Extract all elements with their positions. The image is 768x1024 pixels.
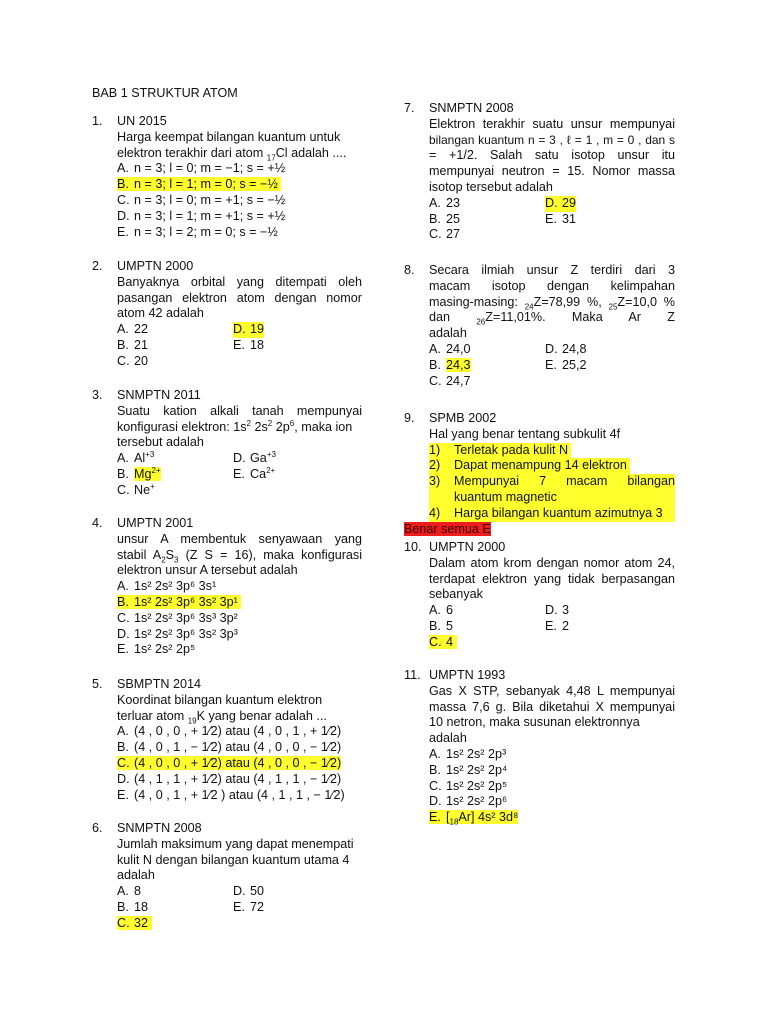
option-a[interactable]: A. 6 [429,603,454,618]
option-row [117,900,362,916]
option-b[interactable]: B. 24,3 [429,357,471,372]
question-8 [404,263,675,389]
option-b[interactable]: B. $Mg^{2+}$ [117,465,161,481]
option-e[interactable]: E. (4 , 0 , 1 , + 1⁄2 ) atau (4 , 1 , 1 , − 1⁄2) [117,787,345,802]
question-stem: Banyaknya orbital yang ditempati oleh pasangan elektron atom dengan nomor atom 42 adalah [117,274,362,321]
option-d[interactable]: D. n = 3; l = 1; m = +1; s = +½ [117,208,286,223]
option-a[interactable]: A. (4 , 0 , 0 , + 1⁄2) atau (4 , 0 , 1 , + 1⁄2) [117,724,342,739]
option-e[interactable]: E. n = 3; l = 2; m = 0; s = −½ [117,224,278,239]
option-e[interactable]: E. $[_{18}Ar]$ 4s² 3d⁸ [429,810,519,827]
option-b[interactable]: B. (4 , 0 , 1 , − 1⁄2) atau (4 , 0 , 0 , − 1⁄2) [117,740,342,755]
question-5 [92,677,362,803]
question-4 [92,516,362,658]
option-a[interactable]: A. 23 [429,195,461,210]
option-a[interactable]: A. 22 [117,322,149,337]
option-a[interactable]: A. 24,0 [429,341,471,356]
question-number: 6. [92,821,103,835]
statement-item: 1) Terletak pada kulit N [429,443,675,459]
option-e[interactable]: E. 31 [545,211,577,226]
option-a[interactable]: A. 1s² 2s² 3p⁶ 3s¹ [117,579,217,594]
option-a[interactable]: A. n = 3; l = 0; m = −1; s = +½ [117,161,286,176]
question-source: UN 2015 [117,114,167,128]
question-1 [92,114,362,240]
document-title: BAB 1 STRUKTUR ATOM [92,86,238,100]
option-b[interactable]: B. 1s² 2s² 3p⁶ 3s² 3p¹ [117,595,362,611]
option-c[interactable]: C. 24,7 [429,373,471,388]
question-stem-first-line: Secara ilmiah unsur Z terdiri dari 3 [429,263,675,277]
question-number: 1. [92,114,103,128]
option-d[interactable]: D. 3 [545,603,570,618]
option-row [117,884,362,900]
question-number: 9. [404,411,415,425]
option-a[interactable]: A. 1s² 2s² 2p³ [429,746,507,761]
question-number: 11. [404,668,421,682]
option-b[interactable]: B. 18 [117,899,149,914]
option-c[interactable]: C. n = 3; l = 0; m = +1; s = −½ [117,192,286,207]
option-row [429,358,675,374]
question-stem: Gas X STP, sebanyak 4,48 L mempunyai massa 7,6 g. Bila diketahui X mempunyai 10 netron, maka susunan elektronnya adalah [429,683,675,746]
option-c[interactable]: C. Ne+ [117,481,155,497]
option-row [429,619,675,635]
option-c[interactable]: C. 1s² 2s² 3p⁶ 3s³ 3p² [117,610,238,625]
question-2 [92,259,362,370]
option-d[interactable]: D. 29 [545,195,577,210]
option-b[interactable]: B. n = 3; l = 1; m = 0; s = −½ [117,177,362,193]
option-d[interactable]: D. $Ga^{+3}$ [233,450,276,466]
option-row [117,322,362,338]
option-row [429,212,675,228]
option-d[interactable]: D. (4 , 1 , 1 , + 1⁄2) atau (4 , 1 , 1 , − 1⁄2) [117,771,342,786]
question-source: SNMPTN 2008 [117,821,202,835]
option-row [117,467,362,483]
question-number: 7. [404,101,415,115]
option-e[interactable]: E. 25,2 [545,357,587,372]
question-stem: Harga keempat bilangan kuantum untuk elektron terakhir dari atom $_{17}$Cl adalah .... [117,129,347,163]
option-e[interactable]: E. 18 [233,337,265,352]
statement-item: 4) Harga bilangan kuantum azimutnya 3 [429,506,675,522]
question-source: UMPTN 2000 [117,259,194,273]
question-source: UMPTN 2001 [117,516,194,530]
option-e[interactable]: E. 72 [233,899,265,914]
question-stem: Hal yang benar tentang subkulit 4f [429,426,621,441]
question-stem: Dalam atom krom dengan nomor atom 24, terdapat elektron yang tidak berpasangan sebanyak [429,555,675,602]
question-source: SNMPTN 2011 [117,388,201,402]
option-c[interactable]: C. 27 [429,227,461,242]
option-d[interactable]: D. 24,8 [545,341,587,356]
question-stem: Jumlah maksimum yang dapat menempati kulit N dengan bilangan kuantum utama 4 adalah [117,836,354,883]
option-a[interactable]: A. 8 [117,884,142,899]
option-row [117,451,362,467]
statement-item: 3) Mempunyai 7 macam bilangan kuantum magnetic [429,474,675,504]
question-source: UMPTN 1993 [429,668,506,682]
question-7 [404,101,675,243]
option-row [429,196,675,212]
question-stem: unsur A membentuk senyawaan yang stabil $A_2S_3$ (Z S = 16), maka konfigurasi elektron unsur A tersebut adalah [117,531,362,578]
statement-list [429,443,675,522]
question-stem: Elektron terakhir suatu unsur mempunyai bilangan kuantum n = 3 , ℓ = 1 , m = 0 , dan s = +1/2. Salah satu isotop unsur itu mempunyai neutron = 15. Nomor massa isotop tersebut adalah [429,116,675,194]
question-10 [404,540,675,651]
option-d[interactable]: D. 1s² 2s² 3p⁶ 3s² 3p³ [117,626,238,641]
question-source: SNMPTN 2008 [429,101,514,115]
question-11 [404,668,675,826]
statement-item: 2) Dapat menampung 14 elektron [429,458,675,474]
question-number: 2. [92,259,103,273]
option-row [429,603,675,619]
question-6 [92,821,362,932]
question-stem: macam isotop dengan kelimpahan masing-masing: $_{24}$Z=78,99 %, $_{25}$Z=10,0 % dan $_{26}$Z=11,01%. Maka Ar Z adalah [429,278,675,341]
question-stem: Koordinat bilangan kuantum elektron terluar atom $_{19}$K yang benar adalah ... [117,692,327,726]
option-d[interactable]: D. 19 [233,322,265,337]
option-c[interactable]: C. 20 [117,353,149,368]
option-c[interactable]: C. 4 [429,635,675,651]
option-c[interactable]: C. 1s² 2s² 2p⁵ [429,778,508,793]
option-e[interactable]: E. 2 [545,618,570,633]
question-number: 5. [92,677,103,691]
option-d[interactable]: D. 1s² 2s² 2p⁶ [429,794,508,809]
question-source: SBMPTN 2014 [117,677,201,691]
option-c[interactable]: C. 32 [117,916,362,932]
option-b[interactable]: B. 21 [117,337,149,352]
question-9 [404,411,675,537]
option-b[interactable]: B. 5 [429,618,454,633]
question-source: SPMB 2002 [429,411,497,425]
option-a[interactable]: A. $Al^{+3}$ [117,450,155,466]
option-b[interactable]: B. 25 [429,211,461,226]
option-d[interactable]: D. 50 [233,884,265,899]
answer-note: Benar semua E [404,521,491,536]
question-source: UMPTN 2000 [429,540,506,554]
option-row [117,338,362,354]
question-number: 8. [404,263,415,277]
option-c[interactable]: C. (4 , 0 , 0 , + 1⁄2) atau (4 , 0 , 0 , − 1⁄2) [117,755,342,770]
question-3 [92,388,362,499]
option-row [429,342,675,358]
option-e[interactable]: E. 1s² 2s² 2p⁵ [117,642,196,657]
option-b[interactable]: B. 1s² 2s² 2p⁴ [429,762,508,777]
question-number: 10. [404,540,422,554]
question-stem: Suatu kation alkali tanah mempunyai konfigurasi elektron: $1s^2$ $2s^2$ $2p^6$, maka ion tersebut adalah [117,403,362,450]
question-number: 4. [92,516,103,530]
option-e[interactable]: E. $Ca^{2+}$ [233,465,276,481]
question-number: 3. [92,388,103,402]
